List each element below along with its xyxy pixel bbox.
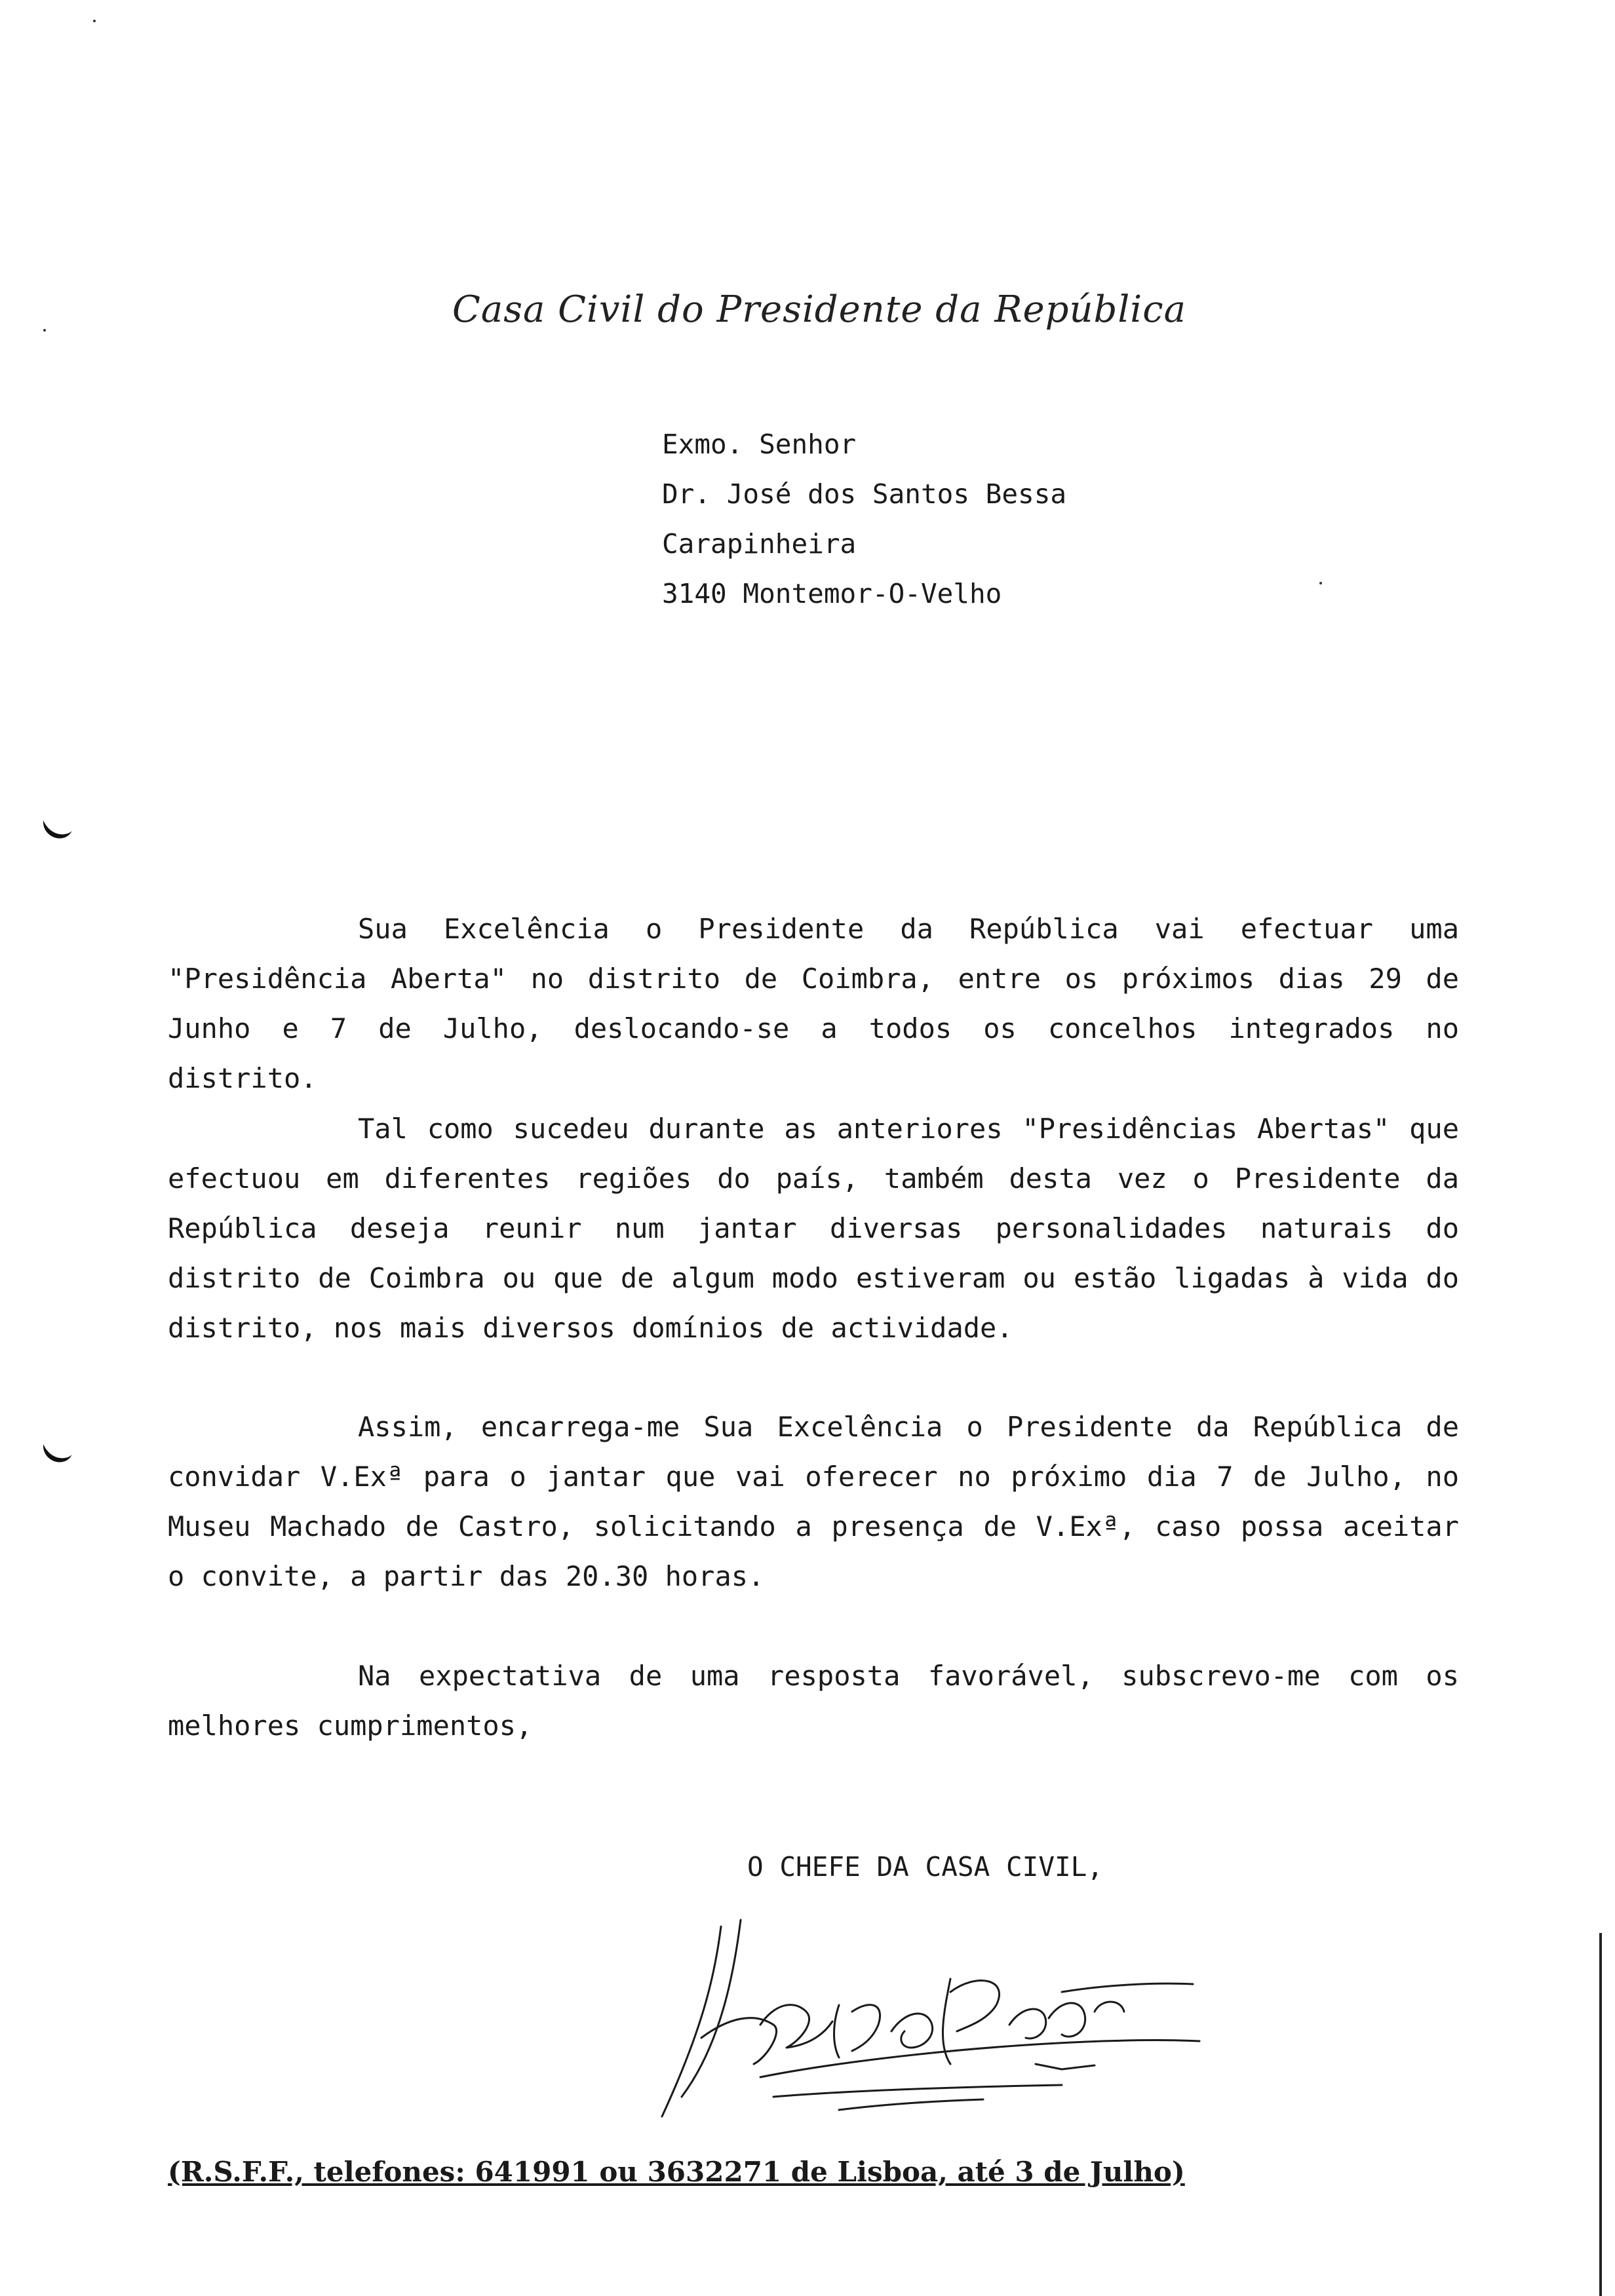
address-line-name: Dr. José dos Santos Bessa (662, 478, 1067, 510)
address-line-locality: Carapinheira (662, 528, 857, 560)
recipient-address (662, 419, 1066, 619)
paragraph-text: Sua Excelência o Presidente da República vai efectuar uma "Presidência Aberta" no distrito de Coimbra, entre os próximos dias 29 de Junho e 7 de Julho, deslocando-se a todos os concelhos integrados no distrito. (168, 913, 1459, 1094)
letter-paragraph-3 (168, 1402, 1459, 1601)
scan-speck (1319, 582, 1322, 584)
scan-speck (43, 329, 46, 332)
paragraph-text: Assim, encarrega-me Sua Excelência o Presidente da República de convidar V.Exª para o jantar que vai oferecer no próximo dia 7 de Julho, no Museu Machado de Castro, solicitando a presença de V.Exª, caso possa aceitar o convite, a partir das 20.30 horas. (168, 1411, 1459, 1592)
letterhead-title: Casa Civil do Presidente da República (452, 288, 1186, 331)
page-edge-line (1599, 1933, 1602, 2296)
signoff-title: O CHEFE DA CASA CIVIL, (747, 1851, 1104, 1883)
punch-hole-mark-icon (38, 1435, 77, 1474)
handwritten-signature (642, 1900, 1206, 2149)
letter-paragraph-2 (168, 1104, 1459, 1353)
letter-paragraph-4 (168, 1651, 1459, 1751)
paragraph-text: Tal como sucedeu durante as anteriores "Presidências Abertas" que efectuou em diferentes regiões do país, também desta vez o Presidente da República deseja reunir num jantar diversas personalidades naturais do distrito de Coimbra ou que de algum modo estiveram ou estão ligadas à vida do distrito, nos mais diversos domínios de actividade. (168, 1113, 1459, 1344)
address-line-salutation: Exmo. Senhor (662, 429, 857, 460)
footer-contact-note: (R.S.F.F., telefones: 641991 ou 3632271 de Lisboa, até 3 de Julho) (168, 2156, 1185, 2188)
letter-paragraph-1 (168, 904, 1459, 1103)
address-line-postal: 3140 Montemor-O-Velho (662, 578, 1002, 609)
paragraph-text: Na expectativa de uma resposta favorável, subscrevo-me com os melhores cumprimentos, (168, 1660, 1459, 1742)
punch-hole-mark-icon (38, 811, 77, 851)
scan-speck (93, 20, 96, 22)
